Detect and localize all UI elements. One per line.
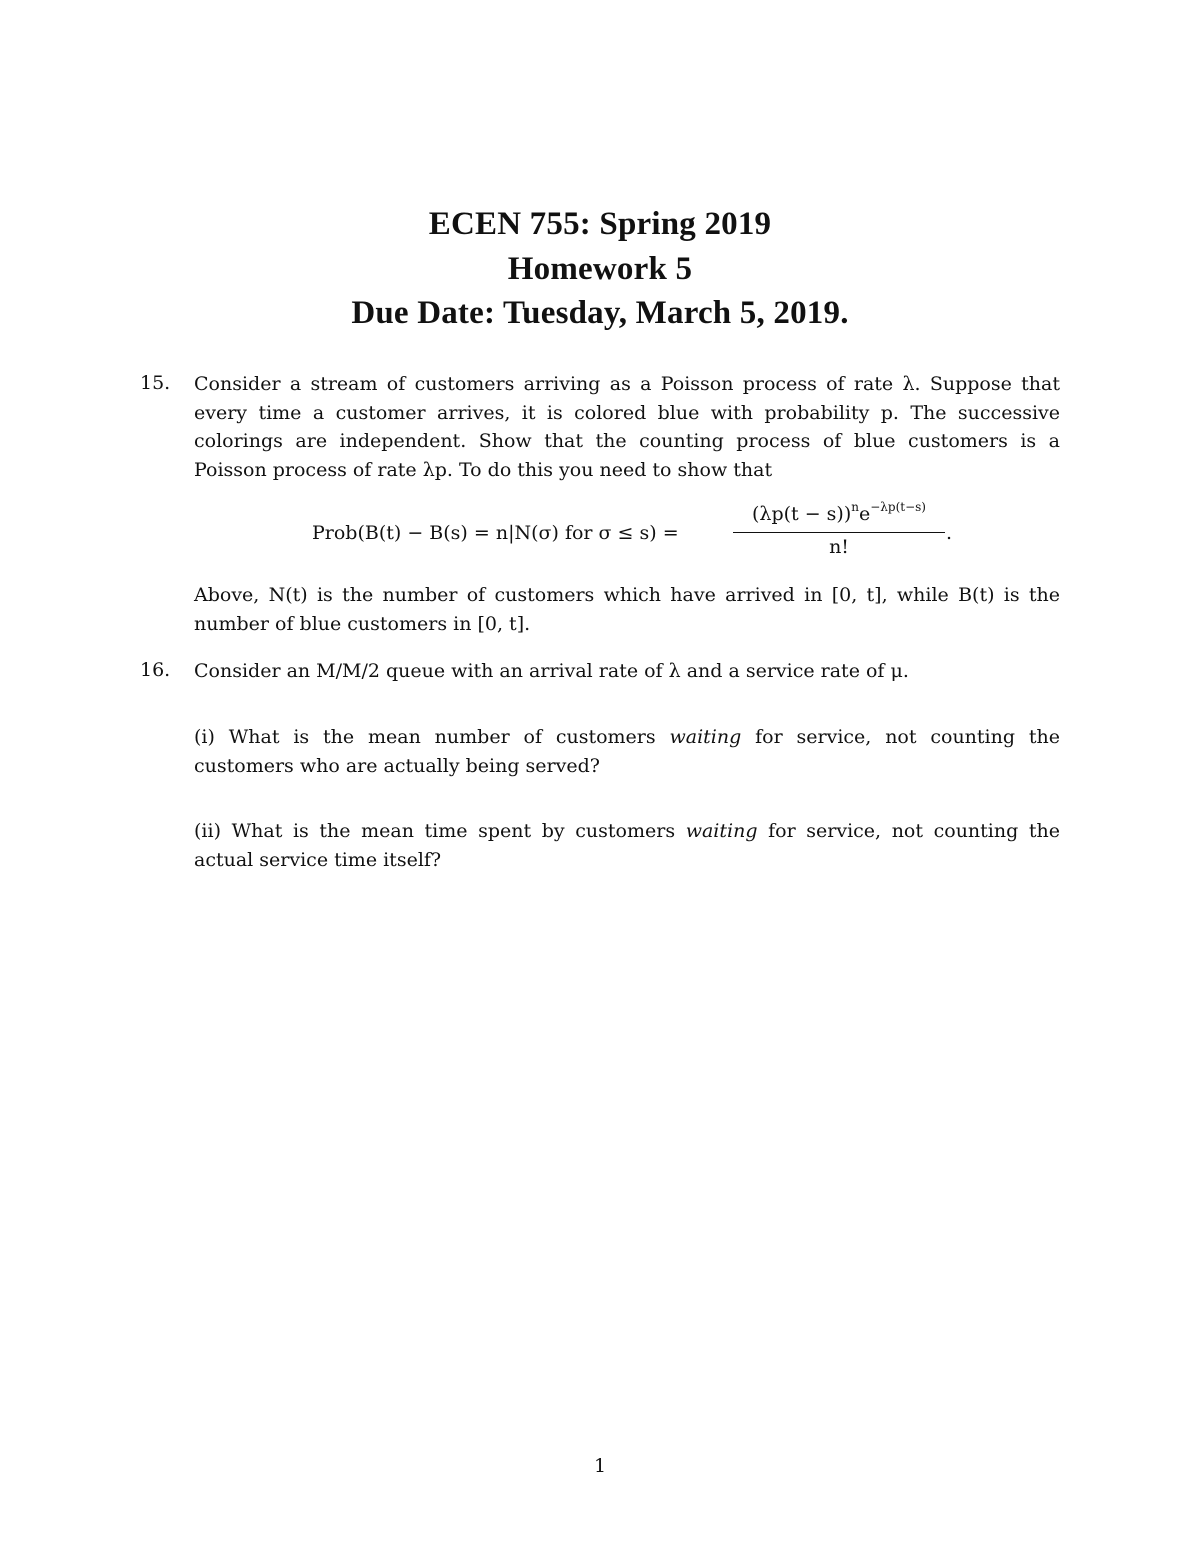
equation-lhs: Prob(B(t) − B(s) = n|N(σ) for σ ≤ s) = xyxy=(312,522,679,544)
homework-title: Homework 5 xyxy=(507,251,693,287)
course-title: ECEN 755: Spring 2019 xyxy=(428,206,772,242)
due-date: Due Date: Tuesday, March 5, 2019. xyxy=(351,295,849,331)
problem-16-number: 16. xyxy=(140,659,171,681)
emphasis-waiting: waiting xyxy=(669,726,742,748)
problem-16-part-i: (i) What is the mean number of customers waiting for service, not counting the customers who are actually being served? xyxy=(194,726,1060,777)
equation-numerator: $(\lambda p(t - s))^ne^{-\lambda p(t-s)}$ xyxy=(752,500,926,525)
equation-denominator: n! xyxy=(829,536,849,558)
problem-15-intro: Consider a stream of customers arriving as a Poisson process of rate λ. Suppose that every time a customer arrives, it is colored blue with probability p. The successive colorings are independent. Show that the counting process of blue customers is a Poisson process of rate λp. To do this you need to show that xyxy=(194,373,1060,481)
problem-15-number: 15. xyxy=(140,372,171,394)
problem-16-part-ii: (ii) What is the mean time spent by customers waiting for service, not counting the actual service time itself? xyxy=(194,820,1061,871)
equation-period: . xyxy=(946,522,953,544)
equation-fraction xyxy=(733,500,945,561)
page-number: 1 xyxy=(593,1455,607,1477)
problem-15-after: Above, N(t) is the number of customers which have arrived in [0, t], while B(t) is the number of blue customers in [0, t]. xyxy=(194,584,1060,635)
problem-16-intro: Consider an M/M/2 queue with an arrival rate of λ and a service rate of μ. xyxy=(194,660,909,682)
emphasis-waiting: waiting xyxy=(685,820,758,842)
